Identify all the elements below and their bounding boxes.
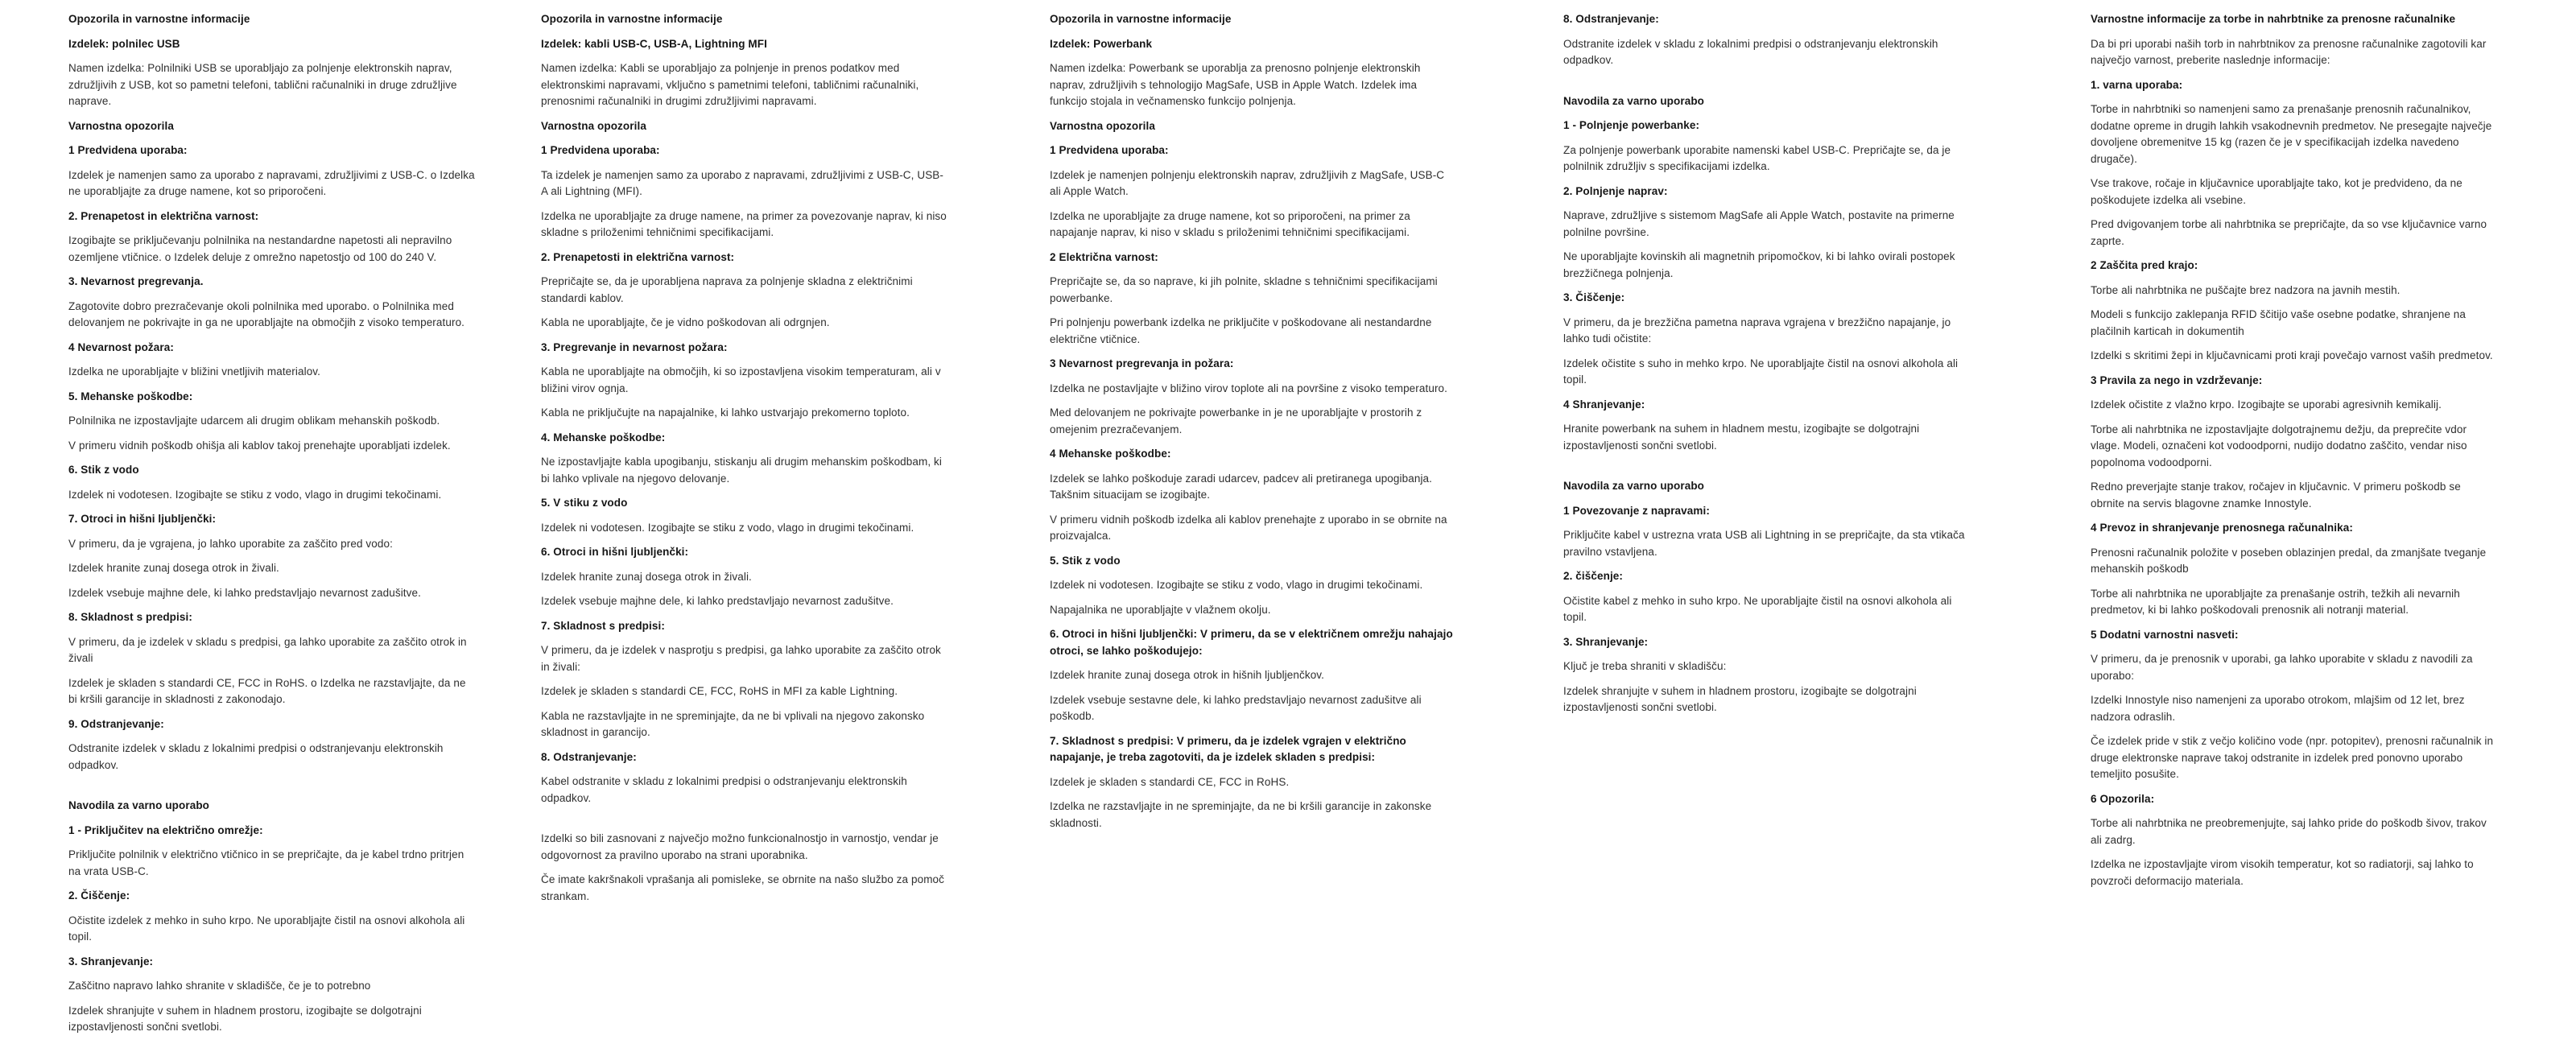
body-paragraph: Namen izdelka: Polnilniki USB se uporabljajo za polnjenje elektronskih naprav, združljivih z USB, kot so pametni telefoni, tablični računalniki in druge združljive naprave. [68, 62, 457, 107]
body-paragraph: Izogibajte se priključevanju polnilnika na nestandardne napetosti ali nepravilno ozemljene vtičnice. o Izdelek deluje z omrežno napetostjo od 100 do 240 V. [68, 234, 452, 263]
body-paragraph: Zagotovite dobro prezračevanje okoli polnilnika med uporabo. o Polnilnika med delovanjem ne pokrivajte in ga ne uporabljajte na območjih z visoko temperaturo. [68, 299, 465, 328]
body-paragraph: Izdelka ne izpostavljajte virom visokih temperatur, kot so radiatorji, saj lahko to povzroči deformacijo materiala. [2091, 858, 2474, 887]
section-heading: Izdelek: polnilec USB [68, 37, 180, 50]
section-heading: 4 Prevoz in shranjevanje prenosnega računalnika: [2091, 522, 2353, 534]
section-heading: 1 Povezovanje z napravami: [1563, 504, 1710, 517]
body-paragraph: V primeru, da je izdelek v nasprotju s predpisi, ga lahko uporabite za zaščito otrok in živali: [541, 644, 941, 673]
section-heading: Izdelek: Powerbank [1050, 37, 1153, 50]
column-powerbank [1050, 11, 1456, 840]
body-paragraph: Da bi pri uporabi naših torb in nahrbtnikov za prenosne računalnike zagotovili kar največjo varnost, preberite naslednje informacije: [2091, 37, 2487, 66]
body-paragraph: Izdelka ne postavljajte v bližino virov toplote ali na površine z visoko temperaturo. [1050, 382, 1447, 394]
body-paragraph: Priključite polnilnik v električno vtičnico in se prepričajte, da je kabel trdno pritrjen na vrata USB-C. [68, 848, 464, 877]
section-heading: 2. Prenapetosti in električna varnost: [541, 250, 735, 263]
column-laptop-bags [2091, 11, 2497, 898]
body-paragraph: Namen izdelka: Powerbank se uporablja za prenosno polnjenje elektronskih naprav, združljivih s tehnologijo MagSafe, USB in Apple Watch. Izdelek ima funkcijo stojala in večnamensko funkcijo polnjenja. [1050, 62, 1421, 107]
section-heading: 3. Shranjevanje: [1563, 635, 1649, 648]
body-paragraph: Pri polnjenju powerbank izdelka ne priključite v poškodovane ali nestandardne električne vtičnice. [1050, 316, 1432, 345]
body-paragraph: Izdelek je skladen s standardi CE, FCC in RoHS. [1050, 775, 1290, 788]
section-heading: 3. Nevarnost pregrevanja. [68, 275, 204, 287]
spacer [541, 815, 947, 831]
body-paragraph: Modeli s funkcijo zaklepanja RFID ščitijo vaše osebne podatke, shranjene na plačilnih karticah in dokumentih [2091, 308, 2467, 337]
section-heading: 7. Otroci in hišni ljubljenčki: [68, 513, 217, 525]
body-paragraph: Redno preverjajte stanje trakov, ročajev in ključavnic. V primeru poškodb se obrnite na servis blagovne znamke Innostyle. [2091, 481, 2461, 510]
section-heading: Varnostna opozorila [541, 119, 646, 132]
body-paragraph: Če izdelek pride v stik z večjo količino vode (npr. potopitev), prenosni računalnik in druge elektronske naprave takoj odstranite in izdelek pred ponovno uporabo temeljito posušite. [2091, 735, 2494, 780]
section-heading: 5 Dodatni varnostni nasveti: [2091, 628, 2239, 641]
body-paragraph: Kabel odstranite v skladu z lokalnimi predpisi o odstranjevanju elektronskih odpadkov. [541, 775, 907, 804]
body-paragraph: Izdelka ne uporabljajte v bližini vnetljivih materialov. [68, 365, 321, 378]
body-paragraph: Izdelek vsebuje sestavne dele, ki lahko predstavljajo nevarnost zadušitve ali poškodb. [1050, 693, 1422, 722]
section-heading: 5. V stiku z vodo [541, 497, 628, 509]
section-heading: 1 - Priključitev na električno omrežje: [68, 823, 263, 836]
section-heading: 3. Pregrevanje in nevarnost požara: [541, 340, 728, 353]
section-heading: 1 Predvidena uporaba: [68, 144, 188, 156]
body-paragraph: Izdelka ne uporabljajte za druge namene, na primer za povezovanje naprav, ki niso skladne s priloženimi tehničnimi specifikacijami. [541, 209, 947, 238]
section-heading: Opozorila in varnostne informacije [68, 13, 250, 25]
section-heading: 8. Odstranjevanje: [1563, 13, 1659, 25]
body-paragraph: Torbe in nahrbtniki so namenjeni samo za prenašanje prenosnih računalnikov, dodatne opreme in drugih lahkih vsakodnevnih predmetov. Ne presegajte največje dovoljene obremenitve 15 kg (razen če je v specifikacijah izdelka navedeno drugače). [2091, 103, 2492, 165]
section-heading: 3 Nevarnost pregrevanja in požara: [1050, 357, 1234, 369]
body-paragraph: Za polnjenje powerbank uporabite namenski kabel USB-C. Prepričajte se, da je polnilnik združljiv s specifikacijami izdelka. [1563, 143, 1951, 172]
body-paragraph: Izdelek je skladen s standardi CE, FCC in RoHS. o Izdelka ne razstavljajte, da ne bi kršili garancije in skladnosti z zakonodajo. [68, 676, 466, 705]
body-paragraph: Izdelek hranite zunaj dosega otrok in hišnih ljubljenčkov. [1050, 669, 1324, 681]
body-paragraph: Izdelki so bili zasnovani z največjo možno funkcionalnostjo in varnostjo, vendar je odgovornost za pravilno uporabo na strani uporabnika. [541, 832, 939, 861]
body-paragraph: Izdelek vsebuje majhne dele, ki lahko predstavljajo nevarnost zadušitve. [68, 586, 421, 599]
section-heading: 4. Mehanske poškodbe: [541, 431, 666, 444]
body-paragraph: Vse trakove, ročaje in ključavnice uporabljajte tako, kot je predvideno, da ne poškodujete izdelka ali vsebine. [2091, 177, 2462, 206]
section-heading: 8. Skladnost s predpisi: [68, 611, 192, 623]
section-heading: Opozorila in varnostne informacije [541, 13, 723, 25]
section-heading: 3. Shranjevanje: [68, 955, 154, 968]
body-paragraph: Pred dvigovanjem torbe ali nahrbtnika se prepričajte, da so vse ključavnice varno zaprte. [2091, 218, 2487, 247]
body-paragraph: Odstranite izdelek v skladu z lokalnimi predpisi o odstranjevanju elektronskih odpadkov. [1563, 37, 1938, 66]
body-paragraph: Naprave, združljive s sistemom MagSafe ali Apple Watch, postavite na primerne polnilne površine. [1563, 209, 1955, 238]
body-paragraph: Namen izdelka: Kabli se uporabljajo za polnjenje in prenos podatkov med elektronskimi napravami, vključno s pametnimi telefoni, tabličnimi računalniki, prenosnimi računalniki in drugimi združljivimi napravami. [541, 62, 919, 107]
section-heading: 2 Zaščita pred krajo: [2091, 259, 2198, 271]
section-heading: 7. Skladnost s predpisi: [541, 619, 665, 632]
section-heading: 8. Odstranjevanje: [541, 750, 637, 763]
body-paragraph: Izdelek je skladen s standardi CE, FCC, RoHS in MFI za kable Lightning. [541, 685, 898, 697]
body-paragraph: Izdelek se lahko poškoduje zaradi udarcev, padcev ali pretiranega upogibanja. Takšnim situacijam se izogibajte. [1050, 472, 1433, 501]
column-cables [541, 11, 947, 913]
body-paragraph: Kabla ne uporabljajte, če je vidno poškodovan ali odrgnjen. [541, 316, 830, 328]
section-heading: Varnostne informacije za torbe in nahrbtnike za prenosne računalnike [2091, 13, 2456, 25]
body-paragraph: Izdelek vsebuje majhne dele, ki lahko predstavljajo nevarnost zadušitve. [541, 595, 894, 607]
body-paragraph: Izdelek je namenjen samo za uporabo z napravami, združljivimi z USB-C. o Izdelka ne uporabljajte za druge namene, kot so priporočeni. [68, 168, 475, 197]
body-paragraph: Izdelek hranite zunaj dosega otrok in živali. [541, 570, 752, 583]
section-heading: 6 Opozorila: [2091, 792, 2155, 805]
body-paragraph: Izdelek očistite s suho in mehko krpo. Ne uporabljajte čistil na osnovi alkohola ali topil. [1563, 357, 1959, 386]
body-paragraph: Izdelek je namenjen polnjenju elektronskih naprav, združljivih z MagSafe, USB-C ali Apple Watch. [1050, 168, 1445, 197]
body-paragraph: Torbe ali nahrbtnika ne izpostavljajte dolgotrajnemu dežju, da preprečite vdor vlage. Modeli, označeni kot vodoodporni, nudijo dodatno zaščito, vendar niso popolnoma vodoodporni. [2091, 423, 2467, 468]
body-paragraph: Kabla ne razstavljajte in ne spreminjajte, da ne bi vplivali na njegovo zakonsko skladnost in garancijo. [541, 709, 925, 738]
section-heading: Varnostna opozorila [68, 119, 174, 132]
body-paragraph: V primeru, da je vgrajena, jo lahko uporabite za zaščito pred vodo: [68, 537, 393, 550]
section-heading: 1 Predvidena uporaba: [1050, 144, 1169, 156]
body-paragraph: Torbe ali nahrbtnika ne preobremenjujte, saj lahko pride do poškodb šivov, trakov ali zadrg. [2091, 817, 2487, 846]
body-paragraph: Izdelki s skritimi žepi in ključavnicami proti kraji povečajo varnost vaših predmetov. [2091, 349, 2493, 361]
body-paragraph: Izdelek ni vodotesen. Izogibajte se stiku z vodo, vlago in drugimi tekočinami. [1050, 579, 1423, 591]
body-paragraph: Izdelek očistite z vlažno krpo. Izogibajte se uporabi agresivnih kemikalij. [2091, 398, 2442, 411]
body-paragraph: Hranite powerbank na suhem in hladnem mestu, izogibajte se dolgotrajni izpostavljenosti sončni svetlobi. [1563, 423, 1920, 452]
body-paragraph: Prenosni računalnik položite v poseben oblazinjen predal, da zmanjšate tveganje mehanskih poškodb [2091, 546, 2487, 575]
body-paragraph: Torbe ali nahrbtnika ne puščajte brez nadzora na javnih mestih. [2091, 283, 2401, 296]
section-heading: 6. Stik z vodo [68, 464, 139, 476]
section-heading: 2. Prenapetost in električna varnost: [68, 209, 259, 222]
section-heading: 4 Mehanske poškodbe: [1050, 448, 1171, 460]
section-heading: 2. čiščenje: [1563, 570, 1623, 582]
section-heading: 6. Otroci in hišni ljubljenčki: V primeru, da se v električnem omrežju nahajajo otroci, se lahko poškodujejo: [1050, 628, 1453, 657]
section-heading: Opozorila in varnostne informacije [1050, 13, 1232, 25]
section-heading: 1 Predvidena uporaba: [541, 144, 660, 156]
body-paragraph: Prepričajte se, da so naprave, ki jih polnite, skladne s tehničnimi specifikacijami powerbanke. [1050, 275, 1438, 304]
body-paragraph: Očistite izdelek z mehko in suho krpo. Ne uporabljajte čistil na osnovi alkohola ali topil. [68, 914, 465, 943]
section-heading: Izdelek: kabli USB-C, USB-A, Lightning MFI [541, 37, 767, 50]
section-heading: 3. Čiščenje: [1563, 291, 1625, 303]
section-heading: 7. Skladnost s predpisi: V primeru, da je izdelek vgrajen v električno napajanje, je treba zagotoviti, da je izdelek skladen s predpisi: [1050, 734, 1406, 763]
column-instructions [1563, 11, 1970, 724]
section-heading: Navodila za varno uporabo [1563, 480, 1705, 492]
body-paragraph: Če imate kakršnakoli vprašanja ali pomisleke, se obrnite na našo službo za pomoč strankam. [541, 873, 944, 902]
section-heading: 5. Mehanske poškodbe: [68, 390, 193, 402]
body-paragraph: Kabla ne uporabljajte na območjih, ki so izpostavljena visokim temperaturam, ali v bližini virov ognja. [541, 365, 941, 394]
body-paragraph: V primeru vidnih poškodb izdelka ali kablov prenehajte z uporabo in se obrnite na proizvajalca. [1050, 513, 1447, 542]
body-paragraph: Ne uporabljajte kovinskih ali magnetnih pripomočkov, ki bi lahko ovirali postopek brezžičnega polnjenja. [1563, 250, 1955, 279]
body-paragraph: Torbe ali nahrbtnika ne uporabljajte za prenašanje ostrih, težkih ali nevarnih predmetov, ki bi lahko poškodovali prenosnik ali notranji material. [2091, 587, 2460, 616]
body-paragraph: Izdelek ni vodotesen. Izogibajte se stiku z vodo, vlago in drugimi tekočinami. [68, 488, 442, 501]
section-heading: 5. Stik z vodo [1050, 554, 1121, 567]
body-paragraph: V primeru, da je prenosnik v uporabi, ga lahko uporabite v skladu z navodili za uporabo: [2091, 653, 2473, 682]
section-heading: 1 - Polnjenje powerbanke: [1563, 119, 1700, 131]
body-paragraph: Napajalnika ne uporabljajte v vlažnem okolju. [1050, 603, 1271, 616]
section-heading: Varnostna opozorila [1050, 119, 1155, 132]
body-paragraph: V primeru, da je izdelek v skladu s predpisi, ga lahko uporabite za zaščito otrok in živali [68, 635, 467, 664]
body-paragraph: Izdelek shranjujte v suhem in hladnem prostoru, izogibajte se dolgotrajni izpostavljenosti sončni svetlobi. [1563, 684, 1917, 713]
body-paragraph: Izdelek ni vodotesen. Izogibajte se stiku z vodo, vlago in drugimi tekočinami. [541, 521, 914, 534]
body-paragraph: Priključite kabel v ustrezna vrata USB ali Lightning in se prepričajte, da sta vtikača pravilno vstavljena. [1563, 529, 1965, 558]
section-heading: 6. Otroci in hišni ljubljenčki: [541, 546, 689, 558]
body-paragraph: Ključ je treba shraniti v skladišču: [1563, 660, 1727, 672]
body-paragraph: Izdelka ne razstavljajte in ne spreminjajte, da ne bi kršili garancije in zakonske skladnosti. [1050, 800, 1432, 829]
body-paragraph: Polnilnika ne izpostavljajte udarcem ali drugim oblikam mehanskih poškodb. [68, 415, 440, 427]
section-heading: 3 Pravila za nego in vzdrževanje: [2091, 373, 2263, 386]
section-heading: Navodila za varno uporabo [68, 799, 210, 811]
body-paragraph: Odstranite izdelek v skladu z lokalnimi predpisi o odstranjevanju elektronskih odpadkov. [68, 742, 444, 771]
body-paragraph: Izdelki Innostyle niso namenjeni za uporabo otrokom, mlajšim od 12 let, brez nadzora odraslih. [2091, 694, 2465, 723]
body-paragraph: Med delovanjem ne pokrivajte powerbanke in je ne uporabljajte v prostorih z omejenim prezračevanjem. [1050, 406, 1422, 435]
spacer [68, 782, 475, 798]
section-heading: 4 Nevarnost požara: [68, 340, 174, 353]
body-paragraph: Ta izdelek je namenjen samo za uporabo z napravami, združljivimi z USB-C, USB-A ali Lightning (MFI). [541, 168, 943, 197]
body-paragraph: Očistite kabel z mehko in suho krpo. Ne uporabljajte čistil na osnovi alkohola ali topil. [1563, 594, 1952, 623]
body-paragraph: Kabla ne priključujte na napajalnike, ki lahko ustvarjajo prekomerno toploto. [541, 406, 910, 419]
body-paragraph: Zaščitno napravo lahko shranite v skladišče, če je to potrebno [68, 980, 371, 992]
section-heading: Navodila za varno uporabo [1563, 94, 1705, 107]
column-usb-charger [68, 11, 475, 1044]
body-paragraph: Izdelek hranite zunaj dosega otrok in živali. [68, 562, 279, 574]
body-paragraph: Ne izpostavljajte kabla upogibanju, stiskanju ali drugim mehanskim poškodbam, ki bi lahko vplivale na njegovo delovanje. [541, 456, 943, 485]
spacer [1563, 462, 1970, 478]
section-heading: 2 Električna varnost: [1050, 250, 1158, 263]
body-paragraph: Prepričajte se, da je uporabljena naprava za polnjenje skladna z električnimi standardi kablov. [541, 275, 913, 304]
body-paragraph: Izdelka ne uporabljajte za druge namene, kot so priporočeni, na primer za napajanje naprav, ki niso v skladu s priloženimi tehničnimi specifikacijami. [1050, 209, 1410, 238]
section-heading: 1. varna uporaba: [2091, 78, 2183, 91]
body-paragraph: Izdelek shranjujte v suhem in hladnem prostoru, izogibajte se dolgotrajni izpostavljenosti sončni svetlobi. [68, 1004, 422, 1033]
section-heading: 4 Shranjevanje: [1563, 398, 1645, 411]
section-heading: 9. Odstranjevanje: [68, 717, 164, 730]
body-paragraph: V primeru vidnih poškodb ohišja ali kablov takoj prenehajte uporabljati izdelek. [68, 439, 451, 452]
section-heading: 2. Polnjenje naprav: [1563, 184, 1668, 197]
body-paragraph: V primeru, da je brezžična pametna naprava vgrajena v brezžično napajanje, jo lahko tudi očistite: [1563, 316, 1951, 345]
spacer [1563, 77, 1970, 93]
section-heading: 2. Čiščenje: [68, 889, 130, 902]
